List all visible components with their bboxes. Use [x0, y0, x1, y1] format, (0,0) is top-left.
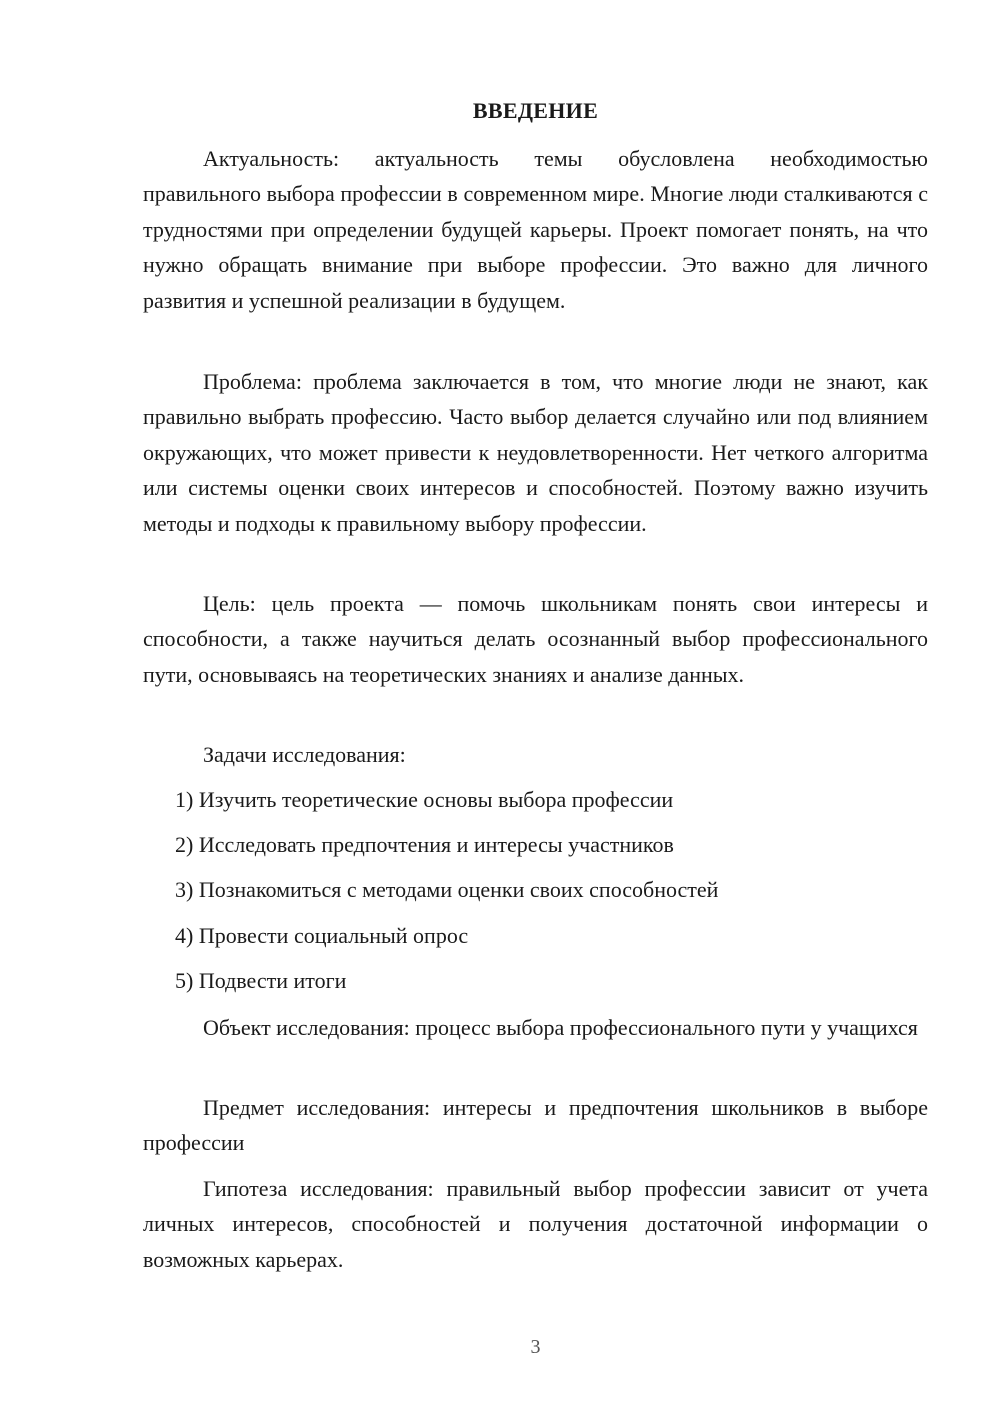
tasks-heading: Задачи исследования:: [203, 742, 406, 767]
paragraph-object: Объект исследования: процесс выбора профессионального пути у учащихся: [203, 1015, 918, 1040]
page-title: ВВЕДЕНИЕ: [472, 98, 599, 123]
list-item: 4) Провести социальный опрос: [175, 923, 469, 948]
list-item: 1) Изучить теоретические основы выбора профессии: [175, 787, 674, 812]
page-number: 3: [530, 1336, 541, 1358]
list-item: 5) Подвести итоги: [175, 968, 347, 993]
list-item: 3) Познакомиться с методами оценки своих способностей: [175, 877, 719, 902]
list-item: 2) Исследовать предпочтения и интересы участников: [175, 832, 674, 857]
paragraph-problem: Проблема: проблема заключается в том, что многие люди не знают, как правильно выбрать профессию. Часто выбор делается случайно или под влиянием окружающих, что может привести к неудовлетворенности. Нет четкого алгоритма или системы оценки своих интересов и способностей. Поэтому важно изучить методы и подходы к правильному выбору профессии.: [143, 369, 928, 536]
paragraph-subject: Предмет исследования: интересы и предпочтения школьников в выборе профессии: [143, 1095, 928, 1156]
paragraph-relevance: Актуальность: актуальность темы обусловлена необходимостью правильного выбора профессии в современном мире. Многие люди сталкиваются с трудностями при определении будущей карьеры. Проект помогает понять, на что нужно обращать внимание при выборе профессии. Это важно для личного развития и успешной реализации в будущем.: [143, 146, 928, 313]
document-page: [143, 0, 928, 1414]
paragraph-hypothesis: Гипотеза исследования: правильный выбор профессии зависит от учета личных интересов, способностей и получения достаточной информации о возможных карьерах.: [143, 1176, 928, 1272]
paragraph-goal: Цель: цель проекта — помочь школьникам понять свои интересы и способности, а также научиться делать осознанный выбор профессионального пути, основываясь на теоретических знаниях и анализе данных.: [143, 591, 928, 687]
